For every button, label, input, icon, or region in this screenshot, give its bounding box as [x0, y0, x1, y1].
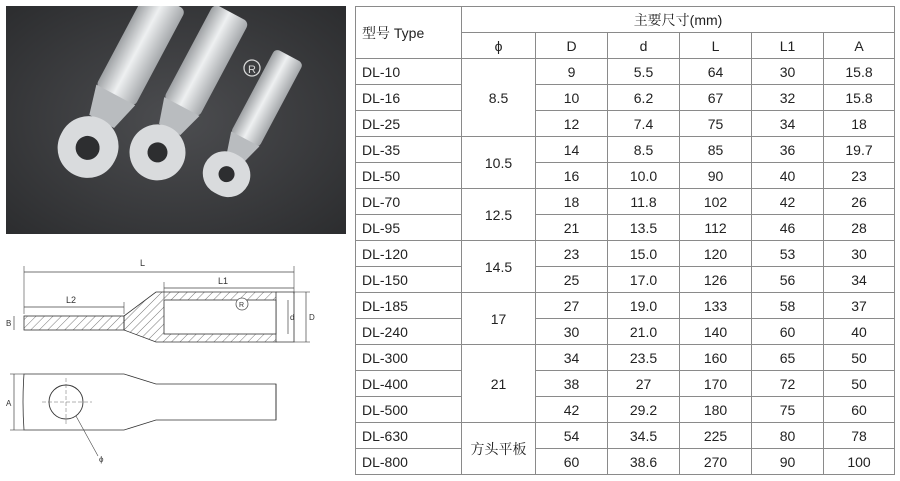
- cell-d-inner: 15.0: [608, 241, 680, 267]
- cell-l: 126: [680, 267, 752, 293]
- cell-l1: 58: [752, 293, 824, 319]
- cell-d-outer: 23: [536, 241, 608, 267]
- cell-d-outer: 16: [536, 163, 608, 189]
- table-row: [356, 267, 895, 293]
- cell-a: 15.8: [824, 85, 895, 111]
- cell-d-outer: 27: [536, 293, 608, 319]
- cell-a: 40: [824, 319, 895, 345]
- cell-type: DL-150: [356, 267, 462, 293]
- table-row: [356, 371, 895, 397]
- cell-a: 78: [824, 423, 895, 449]
- cell-a: 15.8: [824, 59, 895, 85]
- cell-d-inner: 21.0: [608, 319, 680, 345]
- cell-a: 100: [824, 449, 895, 475]
- cell-type: DL-25: [356, 111, 462, 137]
- dim-d-outer-label: D: [309, 313, 315, 322]
- cell-l1: 32: [752, 85, 824, 111]
- cell-l1: 53: [752, 241, 824, 267]
- cell-l1: 72: [752, 371, 824, 397]
- cell-d-outer: 9: [536, 59, 608, 85]
- type-header: 型号 Type: [356, 7, 462, 59]
- cell-l1: 34: [752, 111, 824, 137]
- cell-l: 75: [680, 111, 752, 137]
- product-photo: [6, 6, 346, 234]
- cell-l: 180: [680, 397, 752, 423]
- main-dimensions-header: 主要尺寸(mm): [462, 7, 895, 33]
- dim-d-label: d: [290, 313, 295, 322]
- table-row: [356, 111, 895, 137]
- cell-a: 37: [824, 293, 895, 319]
- cell-d-outer: 60: [536, 449, 608, 475]
- cell-l: 160: [680, 345, 752, 371]
- cell-d-outer: 14: [536, 137, 608, 163]
- cell-d-inner: 8.5: [608, 137, 680, 163]
- cell-l1: 75: [752, 397, 824, 423]
- cell-a: 19.7: [824, 137, 895, 163]
- cell-a: 30: [824, 241, 895, 267]
- cell-type: DL-16: [356, 85, 462, 111]
- cell-d-inner: 19.0: [608, 293, 680, 319]
- cell-l: 102: [680, 189, 752, 215]
- cell-l1: 46: [752, 215, 824, 241]
- cell-type: DL-185: [356, 293, 462, 319]
- cell-d-inner: 11.8: [608, 189, 680, 215]
- table-row: [356, 397, 895, 423]
- cell-l: 112: [680, 215, 752, 241]
- cell-d-inner: 29.2: [608, 397, 680, 423]
- cell-phi: 10.5: [462, 137, 536, 189]
- cell-type: DL-120: [356, 241, 462, 267]
- cell-phi: 14.5: [462, 241, 536, 293]
- cell-a: 34: [824, 267, 895, 293]
- table-row: [356, 345, 895, 371]
- cell-l1: 80: [752, 423, 824, 449]
- cell-d-inner: 38.6: [608, 449, 680, 475]
- cell-d-outer: 12: [536, 111, 608, 137]
- cell-a: 26: [824, 189, 895, 215]
- cell-type: DL-50: [356, 163, 462, 189]
- cell-a: 50: [824, 371, 895, 397]
- table-row: [356, 293, 895, 319]
- cell-l1: 30: [752, 59, 824, 85]
- cell-d-inner: 7.4: [608, 111, 680, 137]
- cell-a: 28: [824, 215, 895, 241]
- cell-type: DL-240: [356, 319, 462, 345]
- cell-l: 90: [680, 163, 752, 189]
- cell-d-outer: 25: [536, 267, 608, 293]
- col-header-phi: ϕ: [462, 33, 536, 59]
- spec-table-body: [356, 7, 895, 475]
- cell-type: DL-70: [356, 189, 462, 215]
- dim-l1-label: L1: [218, 276, 229, 286]
- dim-l2-label: L2: [66, 295, 77, 305]
- cell-l: 64: [680, 59, 752, 85]
- table-row: [356, 449, 895, 475]
- table-row: [356, 163, 895, 189]
- col-header-d-inner: d: [608, 33, 680, 59]
- cell-d-outer: 38: [536, 371, 608, 397]
- cell-l1: 56: [752, 267, 824, 293]
- cell-d-inner: 6.2: [608, 85, 680, 111]
- header-row-1: [356, 7, 895, 33]
- col-header-d-outer: D: [536, 33, 608, 59]
- col-header-l: L: [680, 33, 752, 59]
- cell-type: DL-35: [356, 137, 462, 163]
- dim-l-label: L: [140, 258, 146, 268]
- cell-d-outer: 10: [536, 85, 608, 111]
- cell-phi: 17: [462, 293, 536, 345]
- table-row: [356, 59, 895, 85]
- table-row: [356, 137, 895, 163]
- cell-d-inner: 34.5: [608, 423, 680, 449]
- cell-d-outer: 30: [536, 319, 608, 345]
- dim-phi-label: ϕ: [99, 455, 104, 464]
- cell-type: DL-800: [356, 449, 462, 475]
- cell-type: DL-300: [356, 345, 462, 371]
- spec-table: [355, 6, 895, 475]
- cell-type: DL-10: [356, 59, 462, 85]
- side-view: [24, 292, 294, 342]
- cell-l: 270: [680, 449, 752, 475]
- col-header-a: A: [824, 33, 895, 59]
- cell-l1: 90: [752, 449, 824, 475]
- cell-l: 85: [680, 137, 752, 163]
- cell-l: 170: [680, 371, 752, 397]
- technical-drawing: [6, 244, 346, 476]
- cell-phi: 8.5: [462, 59, 536, 137]
- cell-l: 120: [680, 241, 752, 267]
- cell-a: 50: [824, 345, 895, 371]
- cell-l1: 42: [752, 189, 824, 215]
- cell-l: 140: [680, 319, 752, 345]
- cell-d-inner: 23.5: [608, 345, 680, 371]
- cell-l: 67: [680, 85, 752, 111]
- cell-d-outer: 42: [536, 397, 608, 423]
- cell-type: DL-500: [356, 397, 462, 423]
- cell-d-outer: 18: [536, 189, 608, 215]
- cell-d-inner: 17.0: [608, 267, 680, 293]
- cell-type: DL-400: [356, 371, 462, 397]
- table-row: [356, 241, 895, 267]
- cell-d-inner: 10.0: [608, 163, 680, 189]
- table-row: [356, 423, 895, 449]
- table-row: [356, 215, 895, 241]
- table-row: [356, 319, 895, 345]
- cell-a: 60: [824, 397, 895, 423]
- svg-text:R: R: [248, 64, 256, 76]
- cell-phi: 方头平板: [462, 423, 536, 475]
- table-row: [356, 85, 895, 111]
- cell-type: DL-95: [356, 215, 462, 241]
- cell-type: DL-630: [356, 423, 462, 449]
- cell-a: 18: [824, 111, 895, 137]
- col-header-l1: L1: [752, 33, 824, 59]
- cell-l1: 36: [752, 137, 824, 163]
- cell-d-outer: 54: [536, 423, 608, 449]
- cell-l1: 40: [752, 163, 824, 189]
- cell-phi: 21: [462, 345, 536, 423]
- dim-a-label: A: [6, 399, 12, 408]
- dim-b-label: B: [6, 319, 12, 328]
- cell-a: 23: [824, 163, 895, 189]
- cell-l: 225: [680, 423, 752, 449]
- cell-d-outer: 21: [536, 215, 608, 241]
- table-row: [356, 189, 895, 215]
- svg-text:R: R: [239, 302, 245, 309]
- cell-d-outer: 34: [536, 345, 608, 371]
- cell-l1: 65: [752, 345, 824, 371]
- cell-d-inner: 5.5: [608, 59, 680, 85]
- cell-l: 133: [680, 293, 752, 319]
- cell-d-inner: 13.5: [608, 215, 680, 241]
- cell-l1: 60: [752, 319, 824, 345]
- cell-phi: 12.5: [462, 189, 536, 241]
- cell-d-inner: 27: [608, 371, 680, 397]
